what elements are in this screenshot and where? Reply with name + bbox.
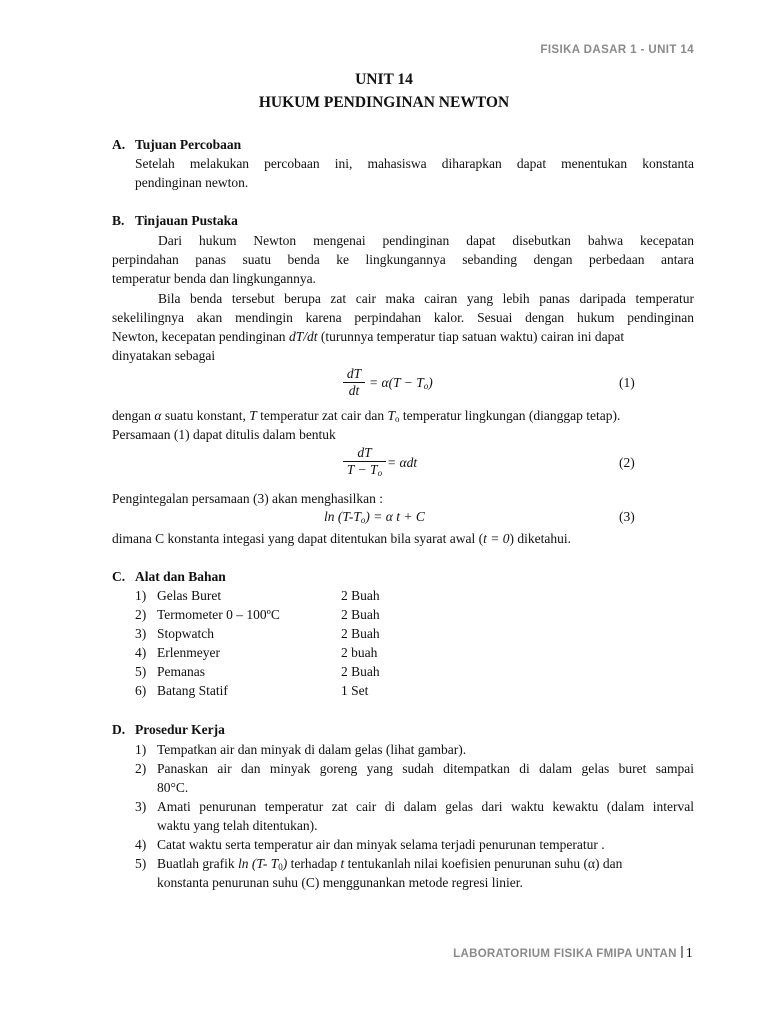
step-number: 3) bbox=[135, 799, 147, 814]
step-text: 80°C. bbox=[157, 780, 189, 795]
list-item-qty: 2 Buah bbox=[341, 626, 380, 641]
list-item-qty: 1 Set bbox=[341, 683, 369, 698]
step-number: 1) bbox=[135, 742, 147, 757]
section-b-heading: B. Tinjauan Pustaka bbox=[112, 213, 238, 228]
step-text: Tempatkan air dan minyak di dalam gelas (lihat gambar). bbox=[157, 742, 467, 757]
paragraph-line: dengan α suatu konstant, T temperatur zat cair dan $T_o$ temperatur lingkungan (dianggap tetap). bbox=[112, 408, 621, 424]
equation-1-rhs: = $\alpha(T - T_o)$ bbox=[369, 375, 433, 391]
paragraph-line: temperatur benda dan lingkungannya. bbox=[112, 271, 316, 286]
paragraph-line: sekelilingnya akan mendingin karena perpindahan kalor. Sesuai dengan hukum pendinginan bbox=[112, 310, 694, 325]
paragraph-line: Bila benda tersebut berupa zat cair maka cairan yang lebih panas daripada temperatur bbox=[158, 291, 694, 306]
list-item-number: 1) bbox=[135, 588, 147, 603]
document-title: HUKUM PENDINGINAN NEWTON bbox=[258, 94, 510, 111]
equation-1-fraction: $\frac{dT}{dt}$ bbox=[343, 366, 365, 399]
paragraph-line: Pengintegalan persamaan (3) akan menghasilkan : bbox=[112, 491, 384, 506]
paragraph-line: Dari hukum Newton mengenai pendinginan dapat disebutkan bahwa kecepatan bbox=[158, 233, 694, 248]
step-text: Panaskan air dan minyak goreng yang sudah ditempatkan di dalam gelas buret sampai bbox=[157, 761, 694, 776]
step-number: 4) bbox=[135, 837, 147, 852]
paragraph-line: Newton, kecepatan pendinginan dT/dt (turunnya temperatur tiap satuan waktu) cairan ini dapat bbox=[112, 329, 625, 344]
footer-divider bbox=[681, 946, 683, 958]
page-footer bbox=[453, 946, 693, 962]
equation-3-label: (3) bbox=[619, 509, 635, 524]
step-text: Amati penurunan temperatur zat cair di dalam gelas dari waktu kewaktu (dalam interval bbox=[157, 799, 694, 814]
section-c-heading: C. Alat dan Bahan bbox=[112, 569, 226, 584]
section-a-line: pendinginan newton. bbox=[135, 175, 249, 190]
step-text: Catat waktu serta temperatur air dan minyak selama terjadi penurunan temperatur . bbox=[157, 837, 605, 852]
list-item-qty: 2 buah bbox=[341, 645, 378, 660]
paragraph-line: dimana C konstanta integasi yang dapat ditentukan bila syarat awal (t = 0) diketahui. bbox=[112, 531, 571, 546]
page-header: FISIKA DASAR 1 - UNIT 14 bbox=[540, 44, 694, 56]
list-item-qty: 2 Buah bbox=[341, 588, 380, 603]
step-text: waktu yang telah ditentukan). bbox=[157, 818, 318, 833]
list-item-name: Batang Statif bbox=[157, 683, 228, 698]
section-a-heading: A. Tujuan Percobaan bbox=[112, 137, 242, 152]
paragraph-line: perpindahan panas suatu benda ke lingkungannya sebanding dengan perbedaan antara bbox=[112, 252, 694, 267]
step-text: konstanta penurunan suhu (C) menggunankan metode regresi linier. bbox=[157, 875, 523, 890]
list-item-qty: 2 Buah bbox=[341, 664, 380, 679]
equation-2-label: (2) bbox=[619, 455, 635, 470]
list-item-name: Gelas Buret bbox=[157, 588, 222, 603]
section-d-heading: D. Prosedur Kerja bbox=[112, 722, 225, 737]
list-item-number: 3) bbox=[135, 626, 147, 641]
unit-title: UNIT 14 bbox=[355, 71, 413, 88]
section-a-line: Setelah melakukan percobaan ini, mahasiswa diharapkan dapat menentukan konstanta bbox=[135, 156, 694, 171]
step-text: Buatlah grafik ln (T- $T_0$) terhadap t tentukanlah nilai koefisien penurunan suhu (α) dan bbox=[157, 856, 623, 872]
list-item-qty: 2 Buah bbox=[341, 607, 380, 622]
paragraph-line: dinyatakan sebagai bbox=[112, 348, 216, 363]
list-item-number: 4) bbox=[135, 645, 147, 660]
equation-1-label: (1) bbox=[619, 375, 635, 390]
equation-2-fraction: $\frac{dT}{T - T_o}$ bbox=[343, 445, 386, 478]
equation-2-rhs: = αdt bbox=[387, 455, 418, 470]
page-number: 1 bbox=[685, 946, 693, 961]
paragraph-line: Persamaan (1) dapat ditulis dalam bentuk bbox=[112, 427, 336, 442]
list-item-number: 5) bbox=[135, 664, 147, 679]
list-item-name: Termometer 0 – 100ºC bbox=[157, 607, 280, 622]
footer-lab-name: LABORATORIUM FISIKA FMIPA UNTAN bbox=[453, 948, 677, 960]
step-number: 5) bbox=[135, 856, 147, 871]
list-item-name: Stopwatch bbox=[157, 626, 214, 641]
list-item-number: 6) bbox=[135, 683, 147, 698]
step-number: 2) bbox=[135, 761, 147, 776]
equation-3: $\ln (T-T_o) = \alpha$ t + C bbox=[324, 509, 425, 525]
list-item-number: 2) bbox=[135, 607, 147, 622]
list-item-name: Erlenmeyer bbox=[157, 645, 220, 660]
list-item-name: Pemanas bbox=[157, 664, 205, 679]
